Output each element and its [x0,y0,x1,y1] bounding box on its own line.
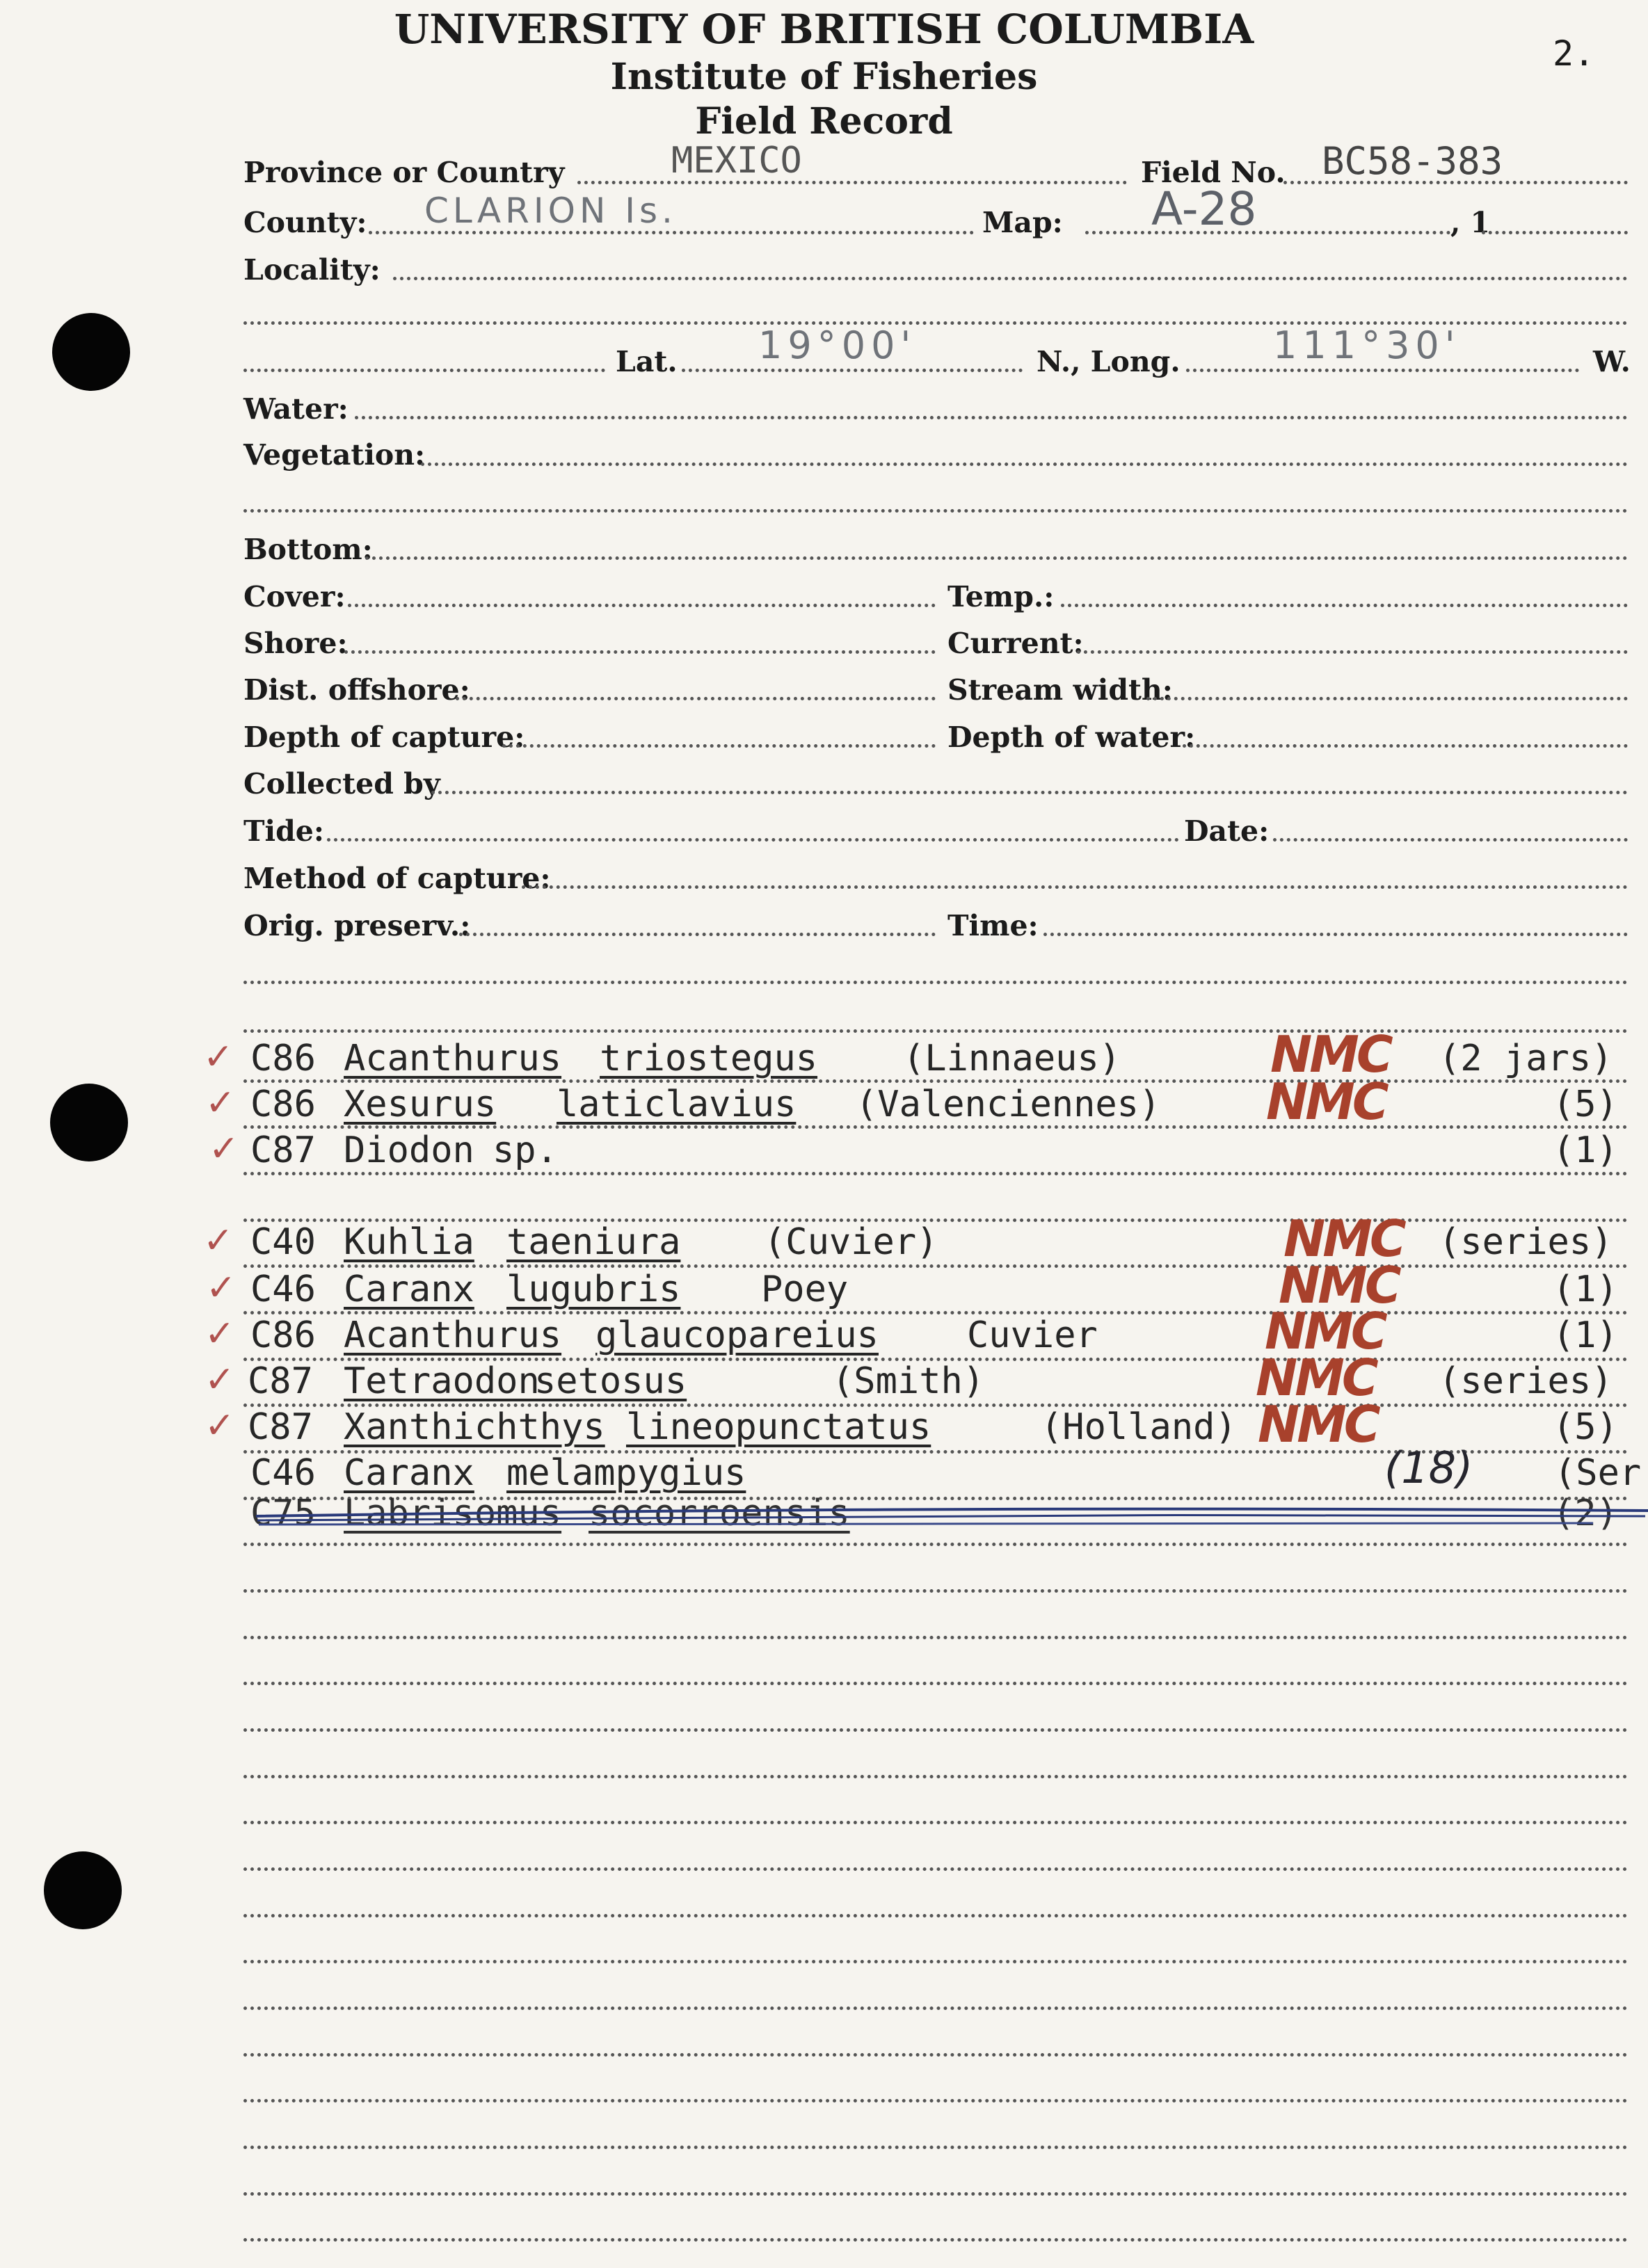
label-depth-water: Depth of water: [947,721,1196,754]
record-title: Field Record [695,100,953,143]
nmc-mark: NMC [1283,1209,1404,1268]
species: lineopunctatus [626,1406,931,1448]
label-collected-by: Collected by [243,767,440,801]
genus: Diodon [344,1129,474,1171]
nmc-mark: NMC [1258,1395,1378,1454]
author: Cuvier [967,1314,1098,1356]
count: (series) [1439,1360,1613,1402]
count: (5) [1553,1084,1618,1125]
binder-hole-top [52,313,130,391]
label-county: County: [243,206,367,239]
label-dist-offshore: Dist. offshore: [243,673,470,707]
label-w: W. [1593,345,1631,378]
university-title: UNIVERSITY OF BRITISH COLUMBIA [394,6,1254,53]
label-shore: Shore: [243,627,348,660]
label-method: Method of capture: [243,862,551,895]
label-orig-preserv: Orig. preserv.: [243,909,471,942]
check-mark: ✓ [206,1267,237,1309]
value-county: CLARION Is. [424,191,677,231]
author: (Valenciennes) [856,1084,1161,1125]
count: (series) [1439,1221,1613,1263]
label-vegetation: Vegetation: [243,438,426,472]
count: (2) [1553,1493,1618,1534]
check-mark: ✓ [205,1405,235,1447]
value-field-no: BC58-383 [1322,139,1503,183]
label-temp: Temp.: [947,580,1055,613]
species: melampygius [506,1452,746,1494]
institute-title: Institute of Fisheries [610,56,1038,98]
value-province: MEXICO [671,140,802,182]
label-depth-capture: Depth of capture: [243,721,525,754]
species: laticlavius [557,1084,797,1125]
nmc-mark: NMC [1270,1025,1391,1084]
nmc-mark: NMC [1266,1072,1386,1131]
label-map: Map: [982,206,1063,239]
value-map: A-28 [1151,182,1257,236]
catalog-code: C46 [250,1269,316,1310]
author: (Cuvier) [764,1221,938,1263]
label-time: Time: [947,909,1039,942]
count: (Ser [1554,1452,1642,1494]
label-n-long: N., Long. [1037,345,1181,378]
label-map-suffix: , 1 [1450,206,1491,239]
label-field-no: Field No. [1141,156,1286,189]
catalog-code: C40 [250,1221,316,1263]
catalog-code: C87 [250,1129,316,1171]
nmc-mark: NMC [1279,1256,1399,1314]
genus: Acanthurus [344,1314,562,1356]
check-mark: ✓ [209,1128,239,1170]
label-cover: Cover: [243,580,346,613]
species: lugubris [506,1269,681,1310]
label-stream-width: Stream width: [947,673,1173,707]
label-water: Water: [243,392,349,426]
genus: Xesurus [344,1084,497,1125]
check-mark: ✓ [203,1036,234,1078]
genus: Xanthichthys [344,1406,605,1448]
page-number: 2. [1553,33,1595,74]
catalog-code: C87 [248,1406,313,1448]
value-long: 111°30' [1273,323,1461,367]
value-lat: 19°00' [758,323,917,367]
nmc-mark: NMC [1256,1349,1376,1407]
genus: Kuhlia [344,1221,474,1263]
label-tide: Tide: [243,814,324,848]
species: setosus [534,1360,687,1402]
catalog-code: C75 [250,1493,316,1534]
handwritten-count: (18) [1384,1442,1473,1493]
species: sp. [493,1129,558,1171]
label-province: Province or Country [243,156,565,189]
check-mark: ✓ [205,1082,236,1124]
catalog-code: C86 [250,1314,316,1356]
catalog-code: C46 [250,1452,316,1494]
author: (Holland) [1041,1406,1237,1448]
check-mark: ✓ [205,1359,235,1401]
label-locality: Locality: [243,253,381,287]
label-current: Current: [947,627,1084,660]
author: Poey [761,1269,849,1310]
author: (Smith) [832,1360,985,1402]
genus: Tetraodon [344,1360,540,1402]
label-date: Date: [1184,814,1270,848]
species: taeniura [506,1221,681,1263]
check-mark: ✓ [203,1220,234,1262]
catalog-code: C87 [248,1360,313,1402]
genus: Acanthurus [344,1038,562,1079]
label-bottom: Bottom: [243,533,373,566]
species: socorroensis [589,1493,850,1534]
catalog-code: C86 [250,1084,316,1125]
count: (2 jars) [1439,1038,1613,1079]
genus: Caranx [344,1452,474,1494]
genus: Labrisomus [344,1493,562,1534]
count: (1) [1553,1269,1618,1310]
label-lat: Lat. [616,345,678,378]
count: (1) [1553,1129,1618,1171]
count: (5) [1553,1406,1618,1448]
species: triostegus [600,1038,818,1079]
catalog-code: C86 [250,1038,316,1079]
check-mark: ✓ [205,1313,235,1355]
author: (Linnaeus) [903,1038,1121,1079]
species: glaucopareius [595,1314,879,1356]
binder-hole-bottom [44,1851,122,1929]
nmc-mark: NMC [1265,1302,1385,1360]
binder-hole-middle [50,1084,128,1161]
count: (1) [1553,1314,1618,1356]
genus: Caranx [344,1269,474,1310]
